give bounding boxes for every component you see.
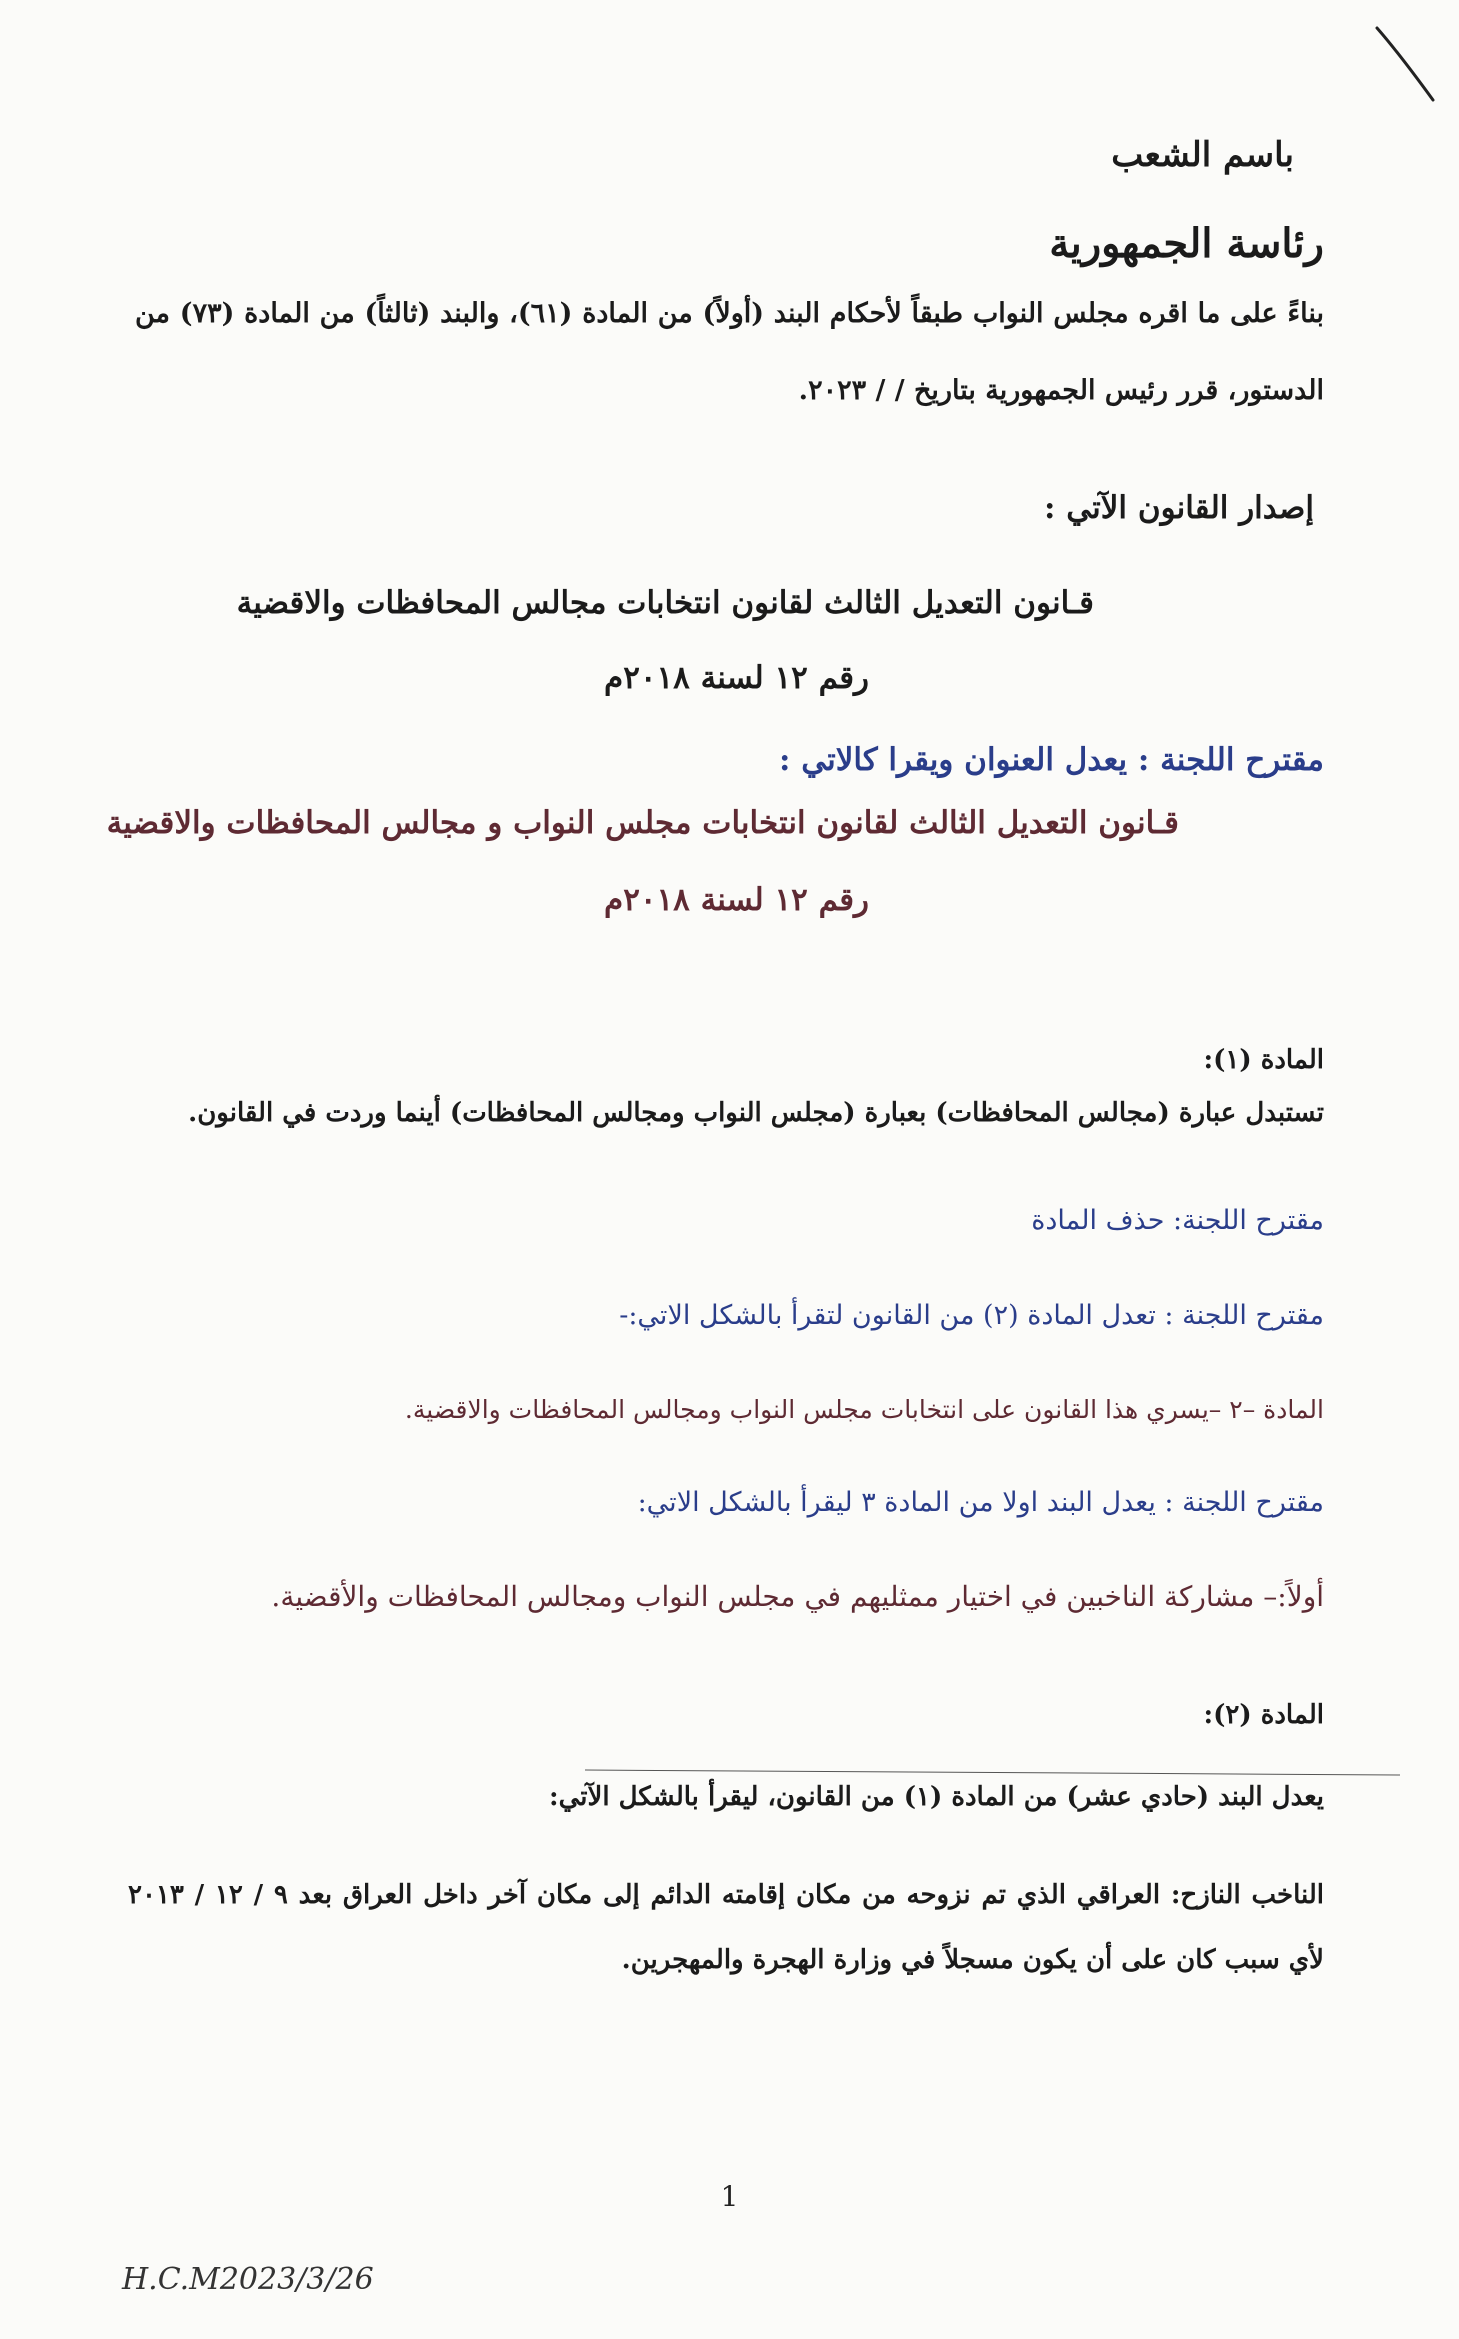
in-the-name-of-the-people: باسم الشعب: [1111, 135, 1294, 175]
pen-stroke-mark: [1371, 22, 1441, 107]
displaced-voter-definition-line-1: الناخب النازح: العراقي الذي تم نزوحه من مكان إقامته الدائم إلى مكان آخر داخل العراق بعد ٩ / ١٢ / ٢٠١٣: [128, 1880, 1324, 1910]
proposal-amend-article-3: مقترح اللجنة : يعدل البند اولا من المادة ٣ ليقرأ بالشكل الاتي:: [637, 1487, 1324, 1518]
proposed-law-title: قـانون التعديل الثالث لقانون انتخابات مجلس النواب و مجالس المحافظات والاقضية: [106, 805, 1179, 841]
article-2-amend-text: يعدل البند (حادي عشر) من المادة (١) من القانون، ليقرأ بالشكل الآتي:: [548, 1782, 1324, 1812]
article-1-text: تستبدل عبارة (مجالس المحافظات) بعبارة (مجلس النواب ومجالس المحافظات) أينما وردت في القانون.: [188, 1098, 1324, 1128]
proposal-delete-article: مقترح اللجنة: حذف المادة: [1031, 1205, 1324, 1236]
proposed-article-2-text: المادة –٢ –يسري هذا القانون على انتخابات مجلس النواب ومجالس المحافظات والاقضية.: [404, 1395, 1324, 1424]
document-stamp-code: H.C.M2023/3/26: [122, 2262, 374, 2297]
preamble-line-1: بناءً على ما اقره مجلس النواب طبقاً لأحكام البند (أولاً) من المادة (٦١)، والبند (ثالثاً) من المادة (٧٣) من: [135, 298, 1324, 329]
title-proposal-intro: مقترح اللجنة : يعدل العنوان ويقرا كالاتي :: [779, 742, 1324, 778]
proposed-law-number: رقم ١٢ لسنة ٢٠١٨م: [603, 882, 869, 918]
divider-line: [585, 1770, 1400, 1776]
displaced-voter-definition-line-2: لأي سبب كان على أن يكون مسجلاً في وزارة الهجرة والمهجرين.: [621, 1945, 1324, 1975]
preamble-line-2: الدستور، قرر رئيس الجمهورية بتاريخ / / ٢٠٢٣.: [798, 375, 1324, 406]
proposal-amend-article-2: مقترح اللجنة : تعدل المادة (٢) من القانون لتقرأ بالشكل الاتي:-: [619, 1300, 1324, 1331]
law-number: رقم ١٢ لسنة ٢٠١٨م: [603, 660, 869, 696]
article-1-heading: المادة (١):: [1203, 1045, 1324, 1075]
article-2-heading: المادة (٢):: [1203, 1700, 1324, 1730]
page-number: 1: [720, 2180, 739, 2213]
issue-statement: إصدار القانون الآتي :: [1044, 490, 1314, 526]
law-title: قـانون التعديل الثالث لقانون انتخابات مجالس المحافظات والاقضية: [236, 585, 1094, 621]
presidency-heading: رئاسة الجمهورية: [1049, 220, 1324, 267]
proposed-first-item: أولاً:– مشاركة الناخبين في اختيار ممثليهم في مجلس النواب ومجالس المحافظات والأقضية.: [271, 1580, 1324, 1613]
